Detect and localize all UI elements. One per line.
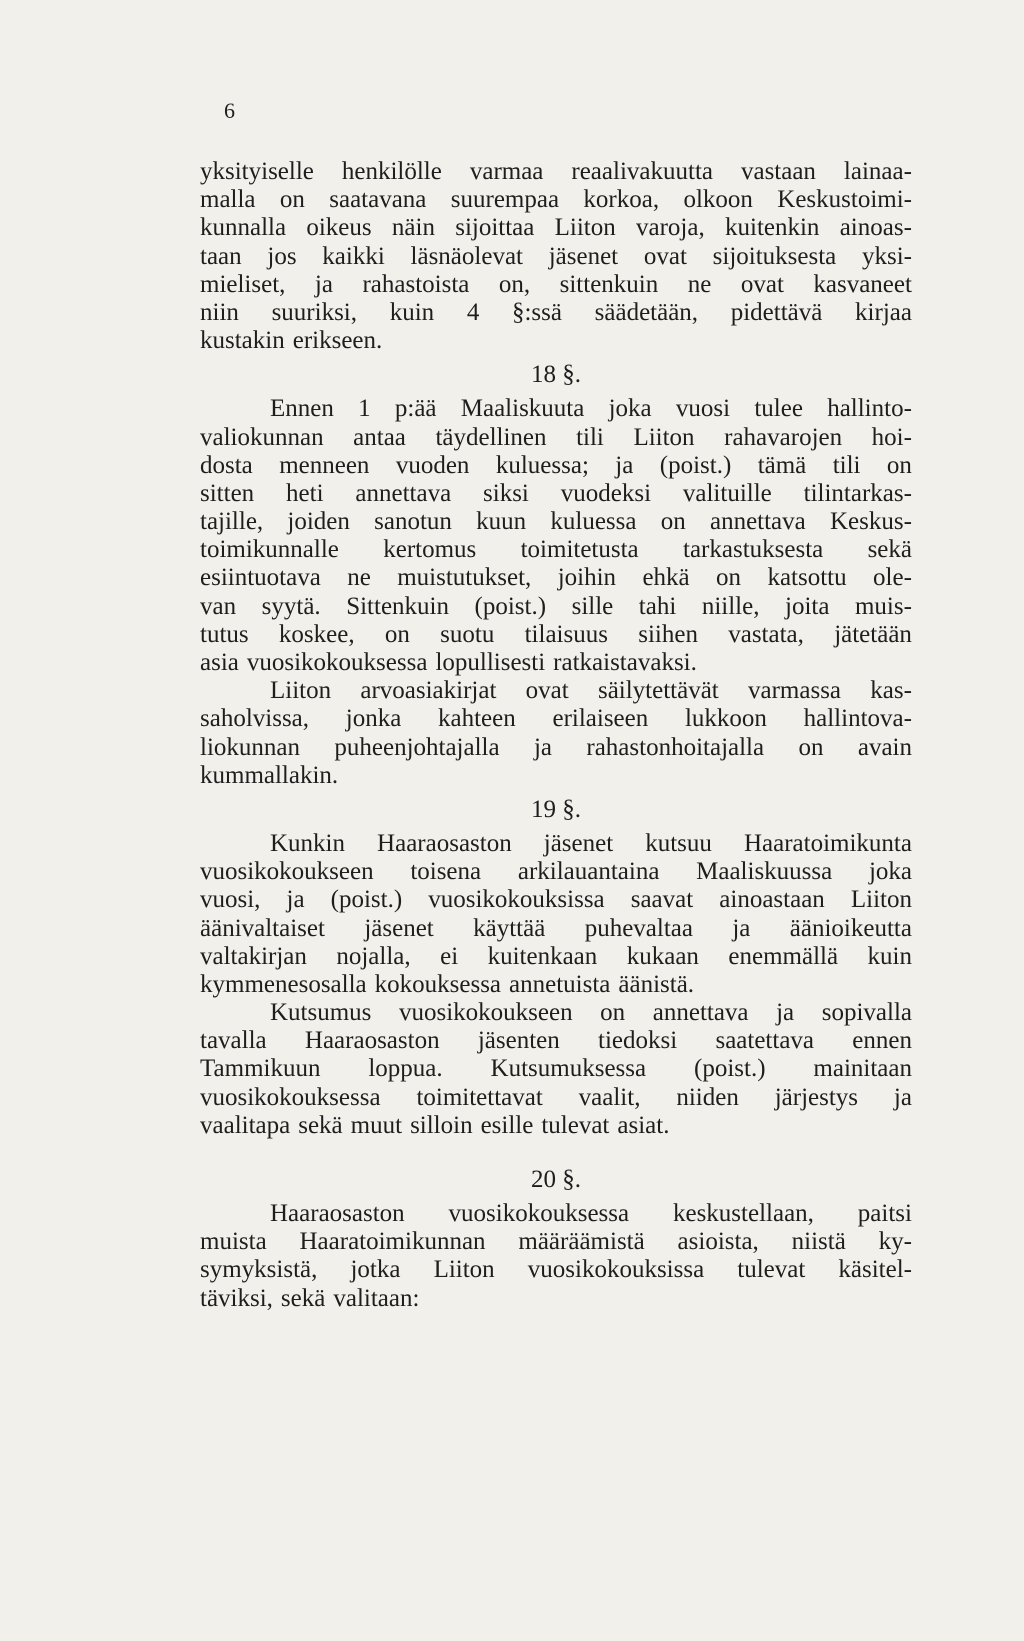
word: ne: [687, 270, 712, 298]
word: kuitenkin: [725, 214, 820, 242]
word: on: [600, 999, 626, 1027]
text-line: [200, 1055, 912, 1083]
word: annettava: [709, 508, 806, 536]
word: kukaan: [626, 942, 699, 970]
word: liokunnan: [200, 733, 300, 761]
text-line: [200, 508, 912, 536]
word: Kutsumuksessa: [490, 1055, 647, 1083]
text-line: [200, 734, 912, 762]
word: vuosikokouksessa: [246, 649, 428, 676]
word: ne: [347, 564, 371, 592]
word: rahastonhoitajalla: [586, 733, 765, 761]
word: äänivaltaiset: [200, 914, 325, 942]
text-line: [200, 886, 912, 914]
text-line: [200, 705, 912, 733]
word: ja: [776, 999, 795, 1027]
word: tili: [832, 451, 861, 479]
word: arvoasiakirjat: [360, 677, 497, 705]
word: tutus: [200, 620, 249, 648]
word: joka: [868, 858, 912, 886]
text-line: [200, 395, 912, 423]
word: sijoittaa: [455, 214, 535, 242]
word: menneen: [279, 451, 370, 479]
word: sanotun: [374, 508, 452, 536]
word: henkilölle: [341, 158, 442, 185]
word: Haaraosaston: [377, 829, 512, 857]
word: sekä: [280, 1284, 326, 1312]
paragraph: [200, 1200, 912, 1313]
text-line: [200, 1027, 912, 1055]
word: suuriksi,: [271, 298, 358, 326]
word: täydellinen: [435, 423, 547, 451]
text-line: [200, 1112, 912, 1140]
word: tilaisuus: [524, 620, 608, 648]
word: vuosikokouksessa: [200, 1083, 381, 1111]
word: enemmällä: [728, 942, 839, 970]
text-line: [200, 327, 912, 355]
text-line: [200, 621, 912, 649]
word: käyttää: [473, 914, 546, 942]
text-line: [200, 649, 912, 677]
word: ei: [440, 942, 459, 970]
word: vaalitapa: [200, 1111, 291, 1139]
word: sittenkuin: [559, 270, 659, 298]
text-line: [200, 943, 912, 971]
word: kummallakin.: [200, 761, 339, 789]
word: läsnäolevat: [410, 242, 523, 270]
word: Kunkin: [270, 829, 345, 857]
word: on: [716, 564, 742, 592]
page-number: 6: [224, 98, 235, 123]
word: vuosikokouksissa: [527, 1256, 705, 1284]
word: Tammikuun: [200, 1055, 321, 1083]
word: varoja,: [636, 214, 705, 242]
word: tämä: [757, 451, 807, 479]
word: joiden: [287, 508, 350, 536]
word: kuin: [867, 942, 912, 970]
word: saatavana: [329, 186, 427, 214]
word: loppua.: [368, 1055, 443, 1083]
word: vuosikokouksessa: [448, 1200, 630, 1227]
text-line: [200, 536, 912, 564]
word: Sittenkuin: [346, 592, 449, 620]
word: korkoa,: [583, 186, 660, 214]
word: tulevat: [737, 1256, 806, 1284]
paragraph: [200, 158, 912, 355]
word: muista: [200, 1228, 267, 1256]
word: rahastoista: [362, 270, 470, 298]
word: kymmenesosalla: [200, 970, 367, 998]
word: antaa: [353, 423, 406, 451]
text-line: [200, 915, 912, 943]
word: sekä: [867, 536, 912, 564]
word: asioista,: [677, 1228, 759, 1256]
text-line: [200, 1285, 912, 1313]
word: mieliset,: [200, 270, 286, 298]
word: kuin: [389, 298, 435, 326]
word: vuoden: [395, 451, 470, 479]
section-heading-18: 18 §.: [531, 361, 581, 389]
word: esille: [480, 1111, 534, 1139]
word: annettava: [652, 999, 749, 1027]
word: Haaraosaston: [270, 1200, 405, 1227]
word: niille,: [701, 592, 760, 620]
word: puhevaltaa: [584, 914, 693, 942]
word: Liiton: [433, 1256, 495, 1284]
word: vuosi,: [200, 886, 261, 914]
word: vaalit,: [578, 1083, 641, 1111]
word: sitten: [200, 479, 255, 507]
word: ennen: [852, 1027, 912, 1055]
word: saatettava: [715, 1027, 815, 1055]
word: järjestys: [774, 1083, 859, 1111]
word: syytä.: [261, 592, 321, 620]
word: muut: [350, 1111, 403, 1139]
word: ky-: [878, 1228, 912, 1256]
word: suotu: [440, 620, 495, 648]
word: Haaraosaston: [304, 1027, 440, 1055]
word: p:ää: [394, 395, 437, 423]
word: varmaa: [469, 158, 544, 185]
text-line: [200, 830, 912, 858]
word: säilytettävät: [597, 677, 719, 705]
word: saholvissa,: [200, 705, 310, 733]
word: lukkoon: [684, 705, 767, 733]
word: lopullisesti: [435, 649, 546, 676]
word: jätetään: [834, 620, 912, 648]
word: tilintarkas-: [803, 479, 912, 507]
word: jos: [267, 242, 297, 270]
word: on,: [498, 270, 531, 298]
paragraph: [200, 677, 912, 790]
word: erikseen.: [292, 327, 383, 355]
word: tiedoksi: [598, 1027, 678, 1055]
word: muis-: [854, 592, 912, 620]
word: mainitaan: [813, 1055, 912, 1083]
text-line: [200, 677, 912, 705]
word: tahi: [638, 592, 677, 620]
spacer: [200, 1140, 912, 1160]
word: nojalla,: [336, 942, 411, 970]
word: (poist.): [694, 1055, 766, 1083]
word: heti: [286, 479, 324, 507]
word: Liiton: [633, 423, 695, 451]
word: äänistä.: [618, 970, 695, 998]
paragraph: [200, 395, 912, 677]
word: näin: [391, 214, 435, 242]
word: vuosi: [675, 395, 731, 423]
text-line: [200, 424, 912, 452]
text-line: [200, 186, 912, 214]
word: tulee: [754, 395, 803, 423]
text-line: [200, 1228, 912, 1256]
word: valtakirjan: [200, 942, 307, 970]
word: puheenjohtajalla: [334, 733, 500, 761]
word: toimikunnalle: [200, 536, 339, 564]
word: kuluessa: [550, 508, 637, 536]
word: täviksi,: [200, 1284, 273, 1312]
word: kaikki: [322, 242, 385, 270]
word: joita: [785, 592, 830, 620]
word: valitaan:: [333, 1284, 420, 1312]
word: ja: [615, 451, 634, 479]
word: 1: [358, 395, 371, 423]
word: sijoituksesta: [712, 242, 837, 270]
word: ja: [286, 886, 305, 914]
word: olkoon: [683, 186, 753, 214]
word: van: [200, 592, 237, 620]
word: niistä: [791, 1228, 846, 1256]
word: vastata,: [728, 620, 804, 648]
word: yksityiselle: [200, 158, 314, 185]
word: annettava: [355, 479, 452, 507]
word: vuodeksi: [560, 479, 652, 507]
text-line: [200, 299, 912, 327]
word: reaalivakuutta: [571, 158, 713, 185]
word: asiat.: [617, 1111, 670, 1139]
word: erilaiseen: [552, 705, 649, 733]
word: toisena: [410, 858, 482, 886]
document-body: [200, 158, 912, 1313]
word: kunnalla: [200, 214, 287, 242]
word: paitsi: [857, 1200, 912, 1227]
word: Liiton: [554, 214, 616, 242]
word: käsitel-: [838, 1256, 912, 1284]
word: oikeus: [306, 214, 372, 242]
word: kuluessa;: [495, 451, 589, 479]
text-line: [200, 999, 912, 1027]
word: hallintova-: [803, 705, 912, 733]
word: vuosikokouksissa: [428, 886, 605, 914]
word: on: [798, 733, 824, 761]
word: 4: [466, 298, 480, 326]
word: on: [886, 451, 912, 479]
word: Liiton: [270, 677, 332, 705]
word: on: [384, 620, 410, 648]
word: kahteen: [438, 705, 516, 733]
word: hoi-: [871, 423, 912, 451]
word: tulevat: [541, 1111, 610, 1139]
text-line: [200, 858, 912, 886]
text-line: [200, 593, 912, 621]
text-line: [200, 214, 912, 242]
word: Maaliskuuta: [460, 395, 585, 423]
word: Haaratoimikunta: [743, 829, 912, 857]
word: Ennen: [270, 395, 334, 423]
word: koskee,: [278, 620, 355, 648]
word: valiokunnan: [200, 423, 324, 451]
word: jäsenet: [548, 242, 619, 270]
word: säädetään,: [594, 298, 699, 326]
text-line: [200, 1256, 912, 1284]
word: Keskus-: [829, 508, 912, 536]
word: määräämistä: [518, 1228, 645, 1256]
word: arkilauantaina: [517, 858, 660, 886]
word: silloin: [410, 1111, 473, 1139]
word: toimitettavat: [416, 1083, 543, 1111]
word: malla: [200, 186, 256, 214]
word: §:ssä: [511, 298, 562, 326]
word: on: [279, 186, 305, 214]
word: (poist.): [474, 592, 547, 620]
word: tarkastuksesta: [683, 536, 824, 564]
word: vuosikokoukseen: [398, 999, 573, 1027]
word: saavat: [630, 886, 694, 914]
word: pidettävä: [730, 298, 823, 326]
word: kertomus: [383, 536, 477, 564]
word: asia: [200, 649, 239, 676]
section-heading-19: 19 §.: [531, 795, 581, 823]
text-line: [200, 1200, 912, 1228]
word: muistutukset,: [397, 564, 532, 592]
word: rahavarojen: [724, 423, 843, 451]
word: jonka: [345, 705, 402, 733]
text-line: [200, 1084, 912, 1112]
word: siksi: [483, 479, 529, 507]
word: sopivalla: [821, 999, 912, 1027]
word: dosta: [200, 451, 253, 479]
word: suurempaa: [450, 186, 560, 214]
word: äänioikeutta: [789, 914, 912, 942]
word: kuun: [476, 508, 527, 536]
word: vuosikokoukseen: [200, 858, 374, 886]
word: siihen: [638, 620, 698, 648]
word: (poist.): [330, 886, 403, 914]
word: joka: [608, 395, 652, 423]
word: jäsenet: [364, 914, 434, 942]
word: ratkaistavaksi.: [553, 649, 697, 676]
word: Kutsumus: [270, 999, 372, 1027]
text-line: [200, 271, 912, 299]
text-line: [200, 762, 912, 790]
word: tavalla: [200, 1027, 267, 1055]
word: keskustellaan,: [672, 1200, 814, 1227]
text-line: [200, 452, 912, 480]
word: ole-: [873, 564, 912, 592]
paragraph: [200, 830, 912, 999]
word: varmassa: [748, 677, 842, 705]
word: ovat: [525, 677, 569, 705]
word: jotka: [350, 1256, 401, 1284]
word: jäsenten: [477, 1027, 560, 1055]
word: (poist.): [659, 451, 732, 479]
word: vastaan: [740, 158, 816, 185]
word: sekä: [298, 1111, 343, 1139]
word: ja: [893, 1083, 912, 1111]
section-heading-20: 20 §.: [531, 1166, 581, 1193]
word: niin: [200, 298, 239, 326]
word: sille: [571, 592, 614, 620]
word: kokouksessa: [374, 970, 502, 998]
word: Maaliskuussa: [696, 858, 833, 886]
word: kuitenkaan: [487, 942, 598, 970]
word: avain: [857, 733, 912, 761]
word: ainoas-: [839, 214, 912, 242]
word: Haaratoimikunnan: [299, 1228, 486, 1256]
word: tili: [576, 423, 604, 451]
text-line: [200, 158, 912, 186]
word: ehkä: [642, 564, 690, 592]
word: taan: [200, 242, 242, 270]
word: katsottu: [767, 564, 847, 592]
text-line: [200, 564, 912, 592]
word: ovat: [740, 270, 784, 298]
word: jäsenet: [543, 829, 614, 857]
word: lainaa-: [843, 158, 912, 185]
word: kutsuu: [645, 829, 712, 857]
word: valituille: [682, 479, 772, 507]
word: kas-: [870, 677, 912, 705]
word: joihin: [557, 564, 617, 592]
word: symyksistä,: [200, 1256, 318, 1284]
word: Keskustoimi-: [777, 186, 912, 214]
word: hallinto-: [827, 395, 912, 423]
word: annetuista: [509, 970, 611, 998]
word: Liiton: [850, 886, 912, 914]
text-line: [200, 480, 912, 508]
word: ja: [732, 914, 751, 942]
word: yksi-: [862, 242, 912, 270]
word: tajille,: [200, 508, 264, 536]
word: ainoastaan: [719, 886, 825, 914]
word: esiintuotava: [200, 564, 321, 592]
word: ja: [314, 270, 333, 298]
word: niiden: [676, 1083, 739, 1111]
text-line: [200, 971, 912, 999]
paragraph: [200, 999, 912, 1140]
word: on: [660, 508, 686, 536]
word: toimitetusta: [520, 536, 639, 564]
word: ovat: [643, 242, 687, 270]
word: kustakin: [200, 327, 285, 355]
word: kasvaneet: [813, 270, 912, 298]
word: kirjaa: [855, 298, 912, 326]
text-line: [200, 243, 912, 271]
word: ja: [533, 733, 553, 761]
